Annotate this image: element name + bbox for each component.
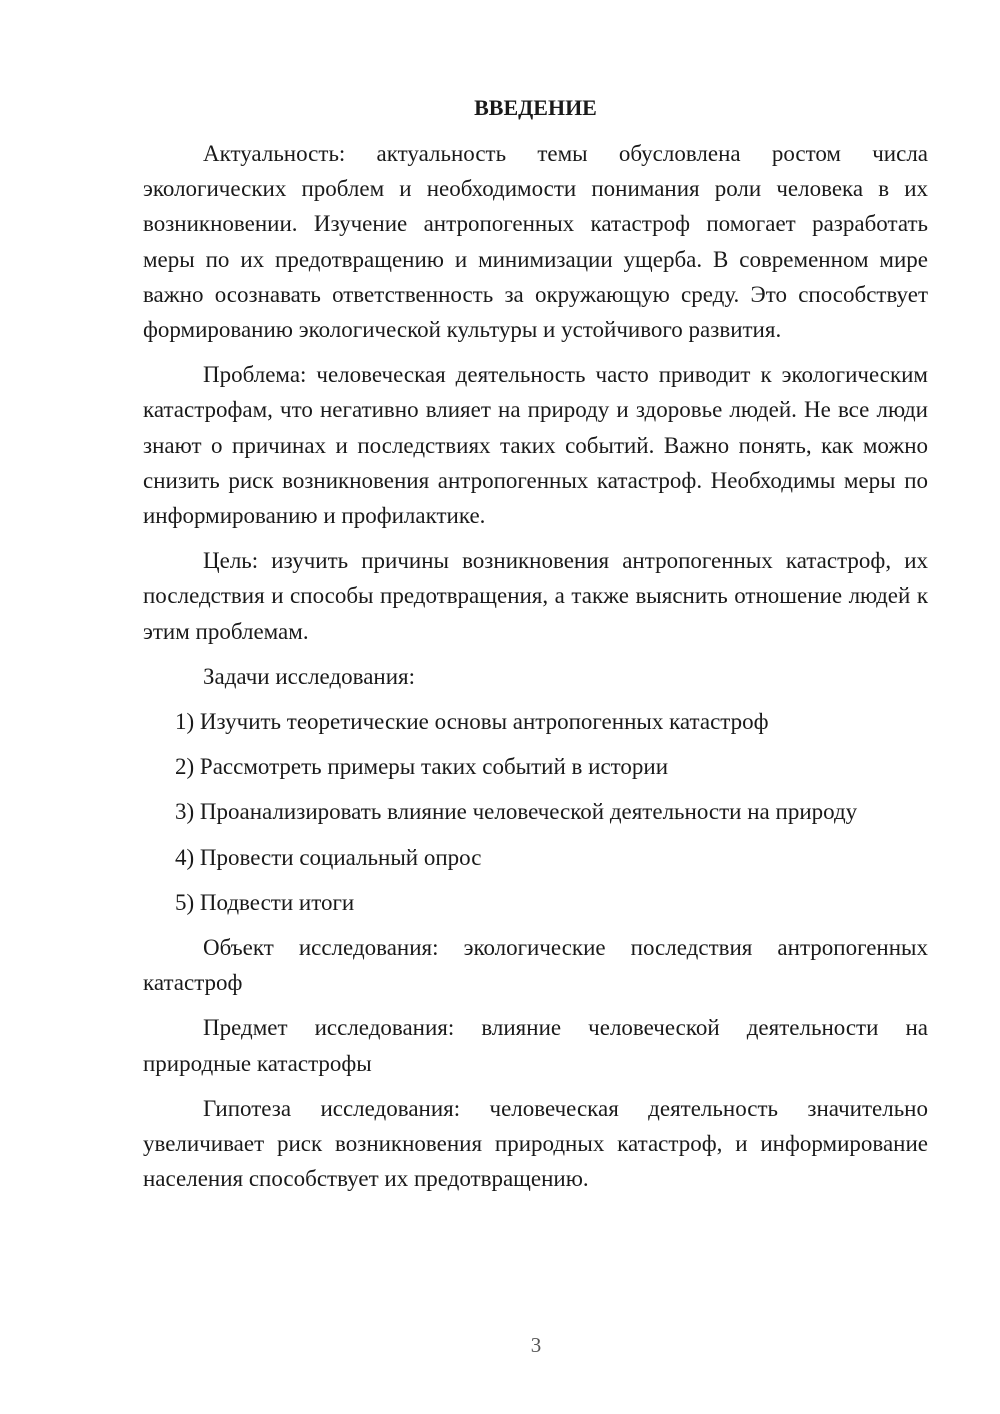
section-title: ВВЕДЕНИЕ: [474, 95, 597, 120]
tasks-list: [143, 704, 928, 920]
paragraph-object: Объект исследования: экологические последствия антропогенных катастроф: [143, 935, 928, 996]
task-item: 4) Провести социальный опрос: [175, 844, 482, 870]
task-item: 5) Подвести итоги: [175, 889, 355, 915]
paragraph-relevance: Актуальность: актуальность темы обусловлена ростом числа экологических проблем и необходимости понимания роли человека в их возникновении. Изучение антропогенных катастроф помогает разработать меры по их предотвращению и минимизации ущерба. В современном мире важно осознавать ответственность за окружающую среду. Это способствует формированию экологической культуры и устойчивого развития.: [143, 141, 928, 343]
task-item: 2) Рассмотреть примеры таких событий в истории: [175, 754, 669, 780]
paragraph-hypothesis: Гипотеза исследования: человеческая деятельность значительно увеличивает риск возникновения природных катастроф, и информирование населения способствует их предотвращению.: [143, 1095, 928, 1192]
page-number: 3: [530, 1333, 542, 1357]
paragraph-subject: Предмет исследования: влияние человеческой деятельности на природные катастрофы: [143, 1015, 928, 1076]
document-page: [143, 92, 928, 1206]
tasks-heading: Задачи исследования:: [203, 663, 416, 689]
paragraph-goal: Цель: изучить причины возникновения антропогенных катастроф, их последствия и способы предотвращения, а также выяснить отношение людей к этим проблемам.: [143, 548, 928, 644]
paragraph-problem: Проблема: человеческая деятельность часто приводит к экологическим катастрофам, что негативно влияет на природу и здоровье людей. Не все люди знают о причинах и последствиях таких событий. Важно понять, как можно снизить риск возникновения антропогенных катастроф. Необходимы меры по информированию и профилактике.: [143, 362, 928, 529]
task-item: 1) Изучить теоретические основы антропогенных катастроф: [175, 709, 769, 735]
task-item: 3) Проанализировать влияние человеческой деятельности на природу: [175, 799, 858, 825]
